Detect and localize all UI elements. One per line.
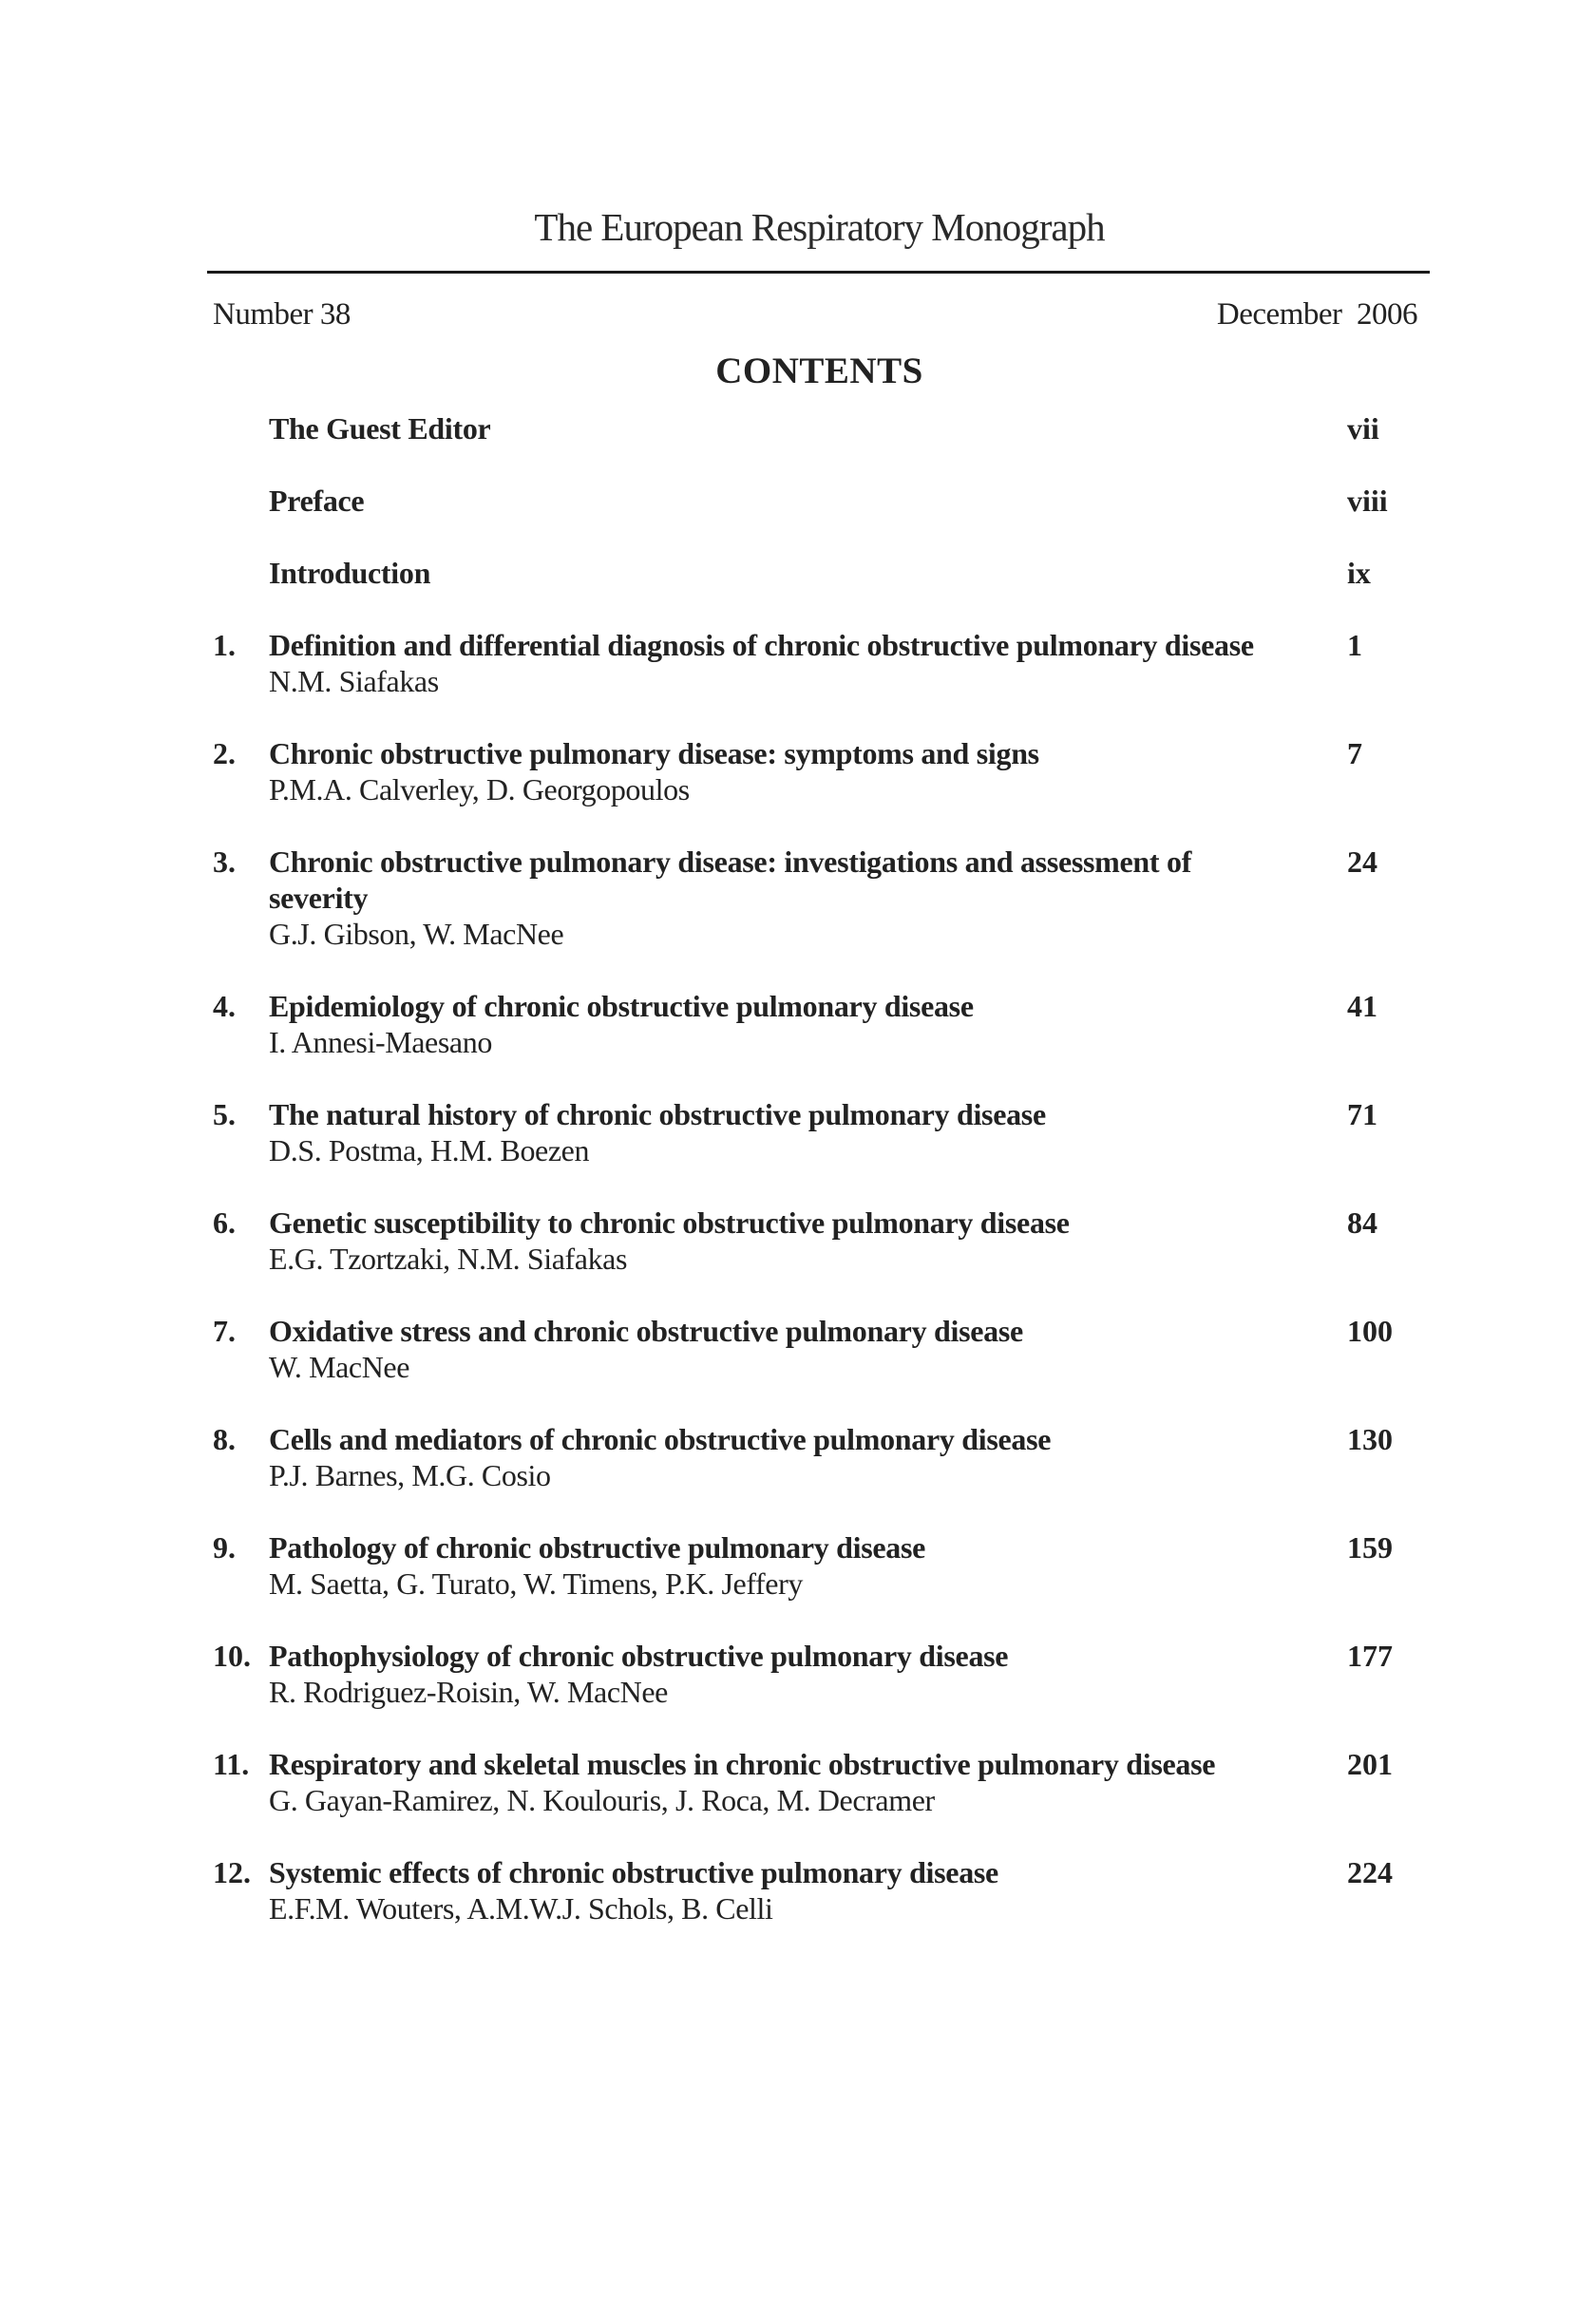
toc-chapter-title: Pathophysiology of chronic obstructive pulmonary disease <box>269 1639 1009 1673</box>
toc-chapter-entry[interactable] <box>0 1205 1596 1277</box>
toc-chapter-page: 71 <box>1347 1097 1378 1131</box>
toc-chapter-number: 12. <box>213 1855 251 1889</box>
toc-chapter-title: Respiratory and skeletal muscles in chronic obstructive pulmonary disease <box>269 1747 1216 1781</box>
toc-chapter-title: Oxidative stress and chronic obstructive pulmonary disease <box>269 1314 1023 1348</box>
toc-entry-title: Preface <box>269 484 365 518</box>
toc-chapter-authors: M. Saetta, G. Turato, W. Timens, P.K. Jeffery <box>269 1566 803 1601</box>
toc-chapter-page: 24 <box>1347 844 1378 879</box>
toc-chapter-number: 1. <box>213 628 236 662</box>
table-of-contents <box>0 410 1596 1963</box>
issue-date: December 2006 <box>1216 297 1417 332</box>
toc-entry-page: vii <box>1347 411 1379 446</box>
toc-entry-title: The Guest Editor <box>269 411 491 446</box>
header-rule <box>207 271 1430 274</box>
toc-chapter-number: 11. <box>213 1747 250 1781</box>
toc-chapter-authors: G.J. Gibson, W. MacNee <box>269 917 564 951</box>
toc-chapter-entry[interactable] <box>0 735 1596 807</box>
contents-heading: CONTENTS <box>715 351 923 391</box>
toc-chapter-page: 100 <box>1347 1314 1393 1348</box>
toc-chapter-authors: P.J. Barnes, M.G. Cosio <box>269 1458 551 1492</box>
chapter-list <box>0 627 1596 1926</box>
toc-chapter-title: Chronic obstructive pulmonary disease: symptoms and signs <box>269 736 1039 770</box>
toc-front-item-preface[interactable] <box>0 483 1596 555</box>
toc-chapter-page: 177 <box>1347 1639 1393 1673</box>
toc-chapter-page: 84 <box>1347 1205 1378 1240</box>
toc-chapter-number: 8. <box>213 1422 236 1456</box>
toc-chapter-title: Systemic effects of chronic obstructive pulmonary disease <box>269 1855 998 1889</box>
toc-chapter-title: Genetic susceptibility to chronic obstructive pulmonary disease <box>269 1205 1070 1240</box>
toc-chapter-number: 6. <box>213 1205 236 1240</box>
toc-chapter-page: 1 <box>1347 628 1362 662</box>
toc-chapter-number: 2. <box>213 736 236 770</box>
toc-chapter-entry[interactable] <box>0 1638 1596 1710</box>
toc-chapter-authors: W. MacNee <box>269 1350 410 1384</box>
toc-chapter-page: 201 <box>1347 1747 1393 1781</box>
toc-chapter-authors: E.G. Tzortzaki, N.M. Siafakas <box>269 1242 628 1276</box>
toc-chapter-number: 7. <box>213 1314 236 1348</box>
toc-chapter-entry[interactable] <box>0 1313 1596 1385</box>
toc-chapter-number: 4. <box>213 989 236 1023</box>
toc-chapter-entry[interactable] <box>0 1854 1596 1926</box>
toc-chapter-page: 7 <box>1347 736 1362 770</box>
toc-chapter-authors: R. Rodriguez-Roisin, W. MacNee <box>269 1675 668 1709</box>
toc-chapter-entry[interactable] <box>0 844 1596 952</box>
toc-chapter-entry[interactable] <box>0 988 1596 1060</box>
toc-chapter-number: 10. <box>213 1639 251 1673</box>
toc-entry-page: viii <box>1347 484 1388 518</box>
toc-chapter-title: Cells and mediators of chronic obstructive pulmonary disease <box>269 1422 1052 1456</box>
toc-chapter-page: 224 <box>1347 1855 1393 1889</box>
toc-entry-title: Introduction <box>269 556 431 590</box>
toc-chapter-title: Definition and differential diagnosis of chronic obstructive pulmonary disease <box>269 628 1254 662</box>
toc-chapter-title: The natural history of chronic obstructive pulmonary disease <box>269 1097 1046 1131</box>
toc-chapter-entry[interactable] <box>0 1529 1596 1602</box>
toc-chapter-entry[interactable] <box>0 627 1596 699</box>
toc-chapter-authors: E.F.M. Wouters, A.M.W.J. Schols, B. Celli <box>269 1891 773 1926</box>
toc-chapter-authors: I. Annesi-Maesano <box>269 1025 492 1059</box>
toc-chapter-number: 3. <box>213 844 236 879</box>
toc-chapter-authors: G. Gayan-Ramirez, N. Koulouris, J. Roca, M. Decramer <box>269 1783 935 1817</box>
toc-front-item-guest-editor[interactable] <box>0 410 1596 483</box>
toc-chapter-page: 41 <box>1347 989 1378 1023</box>
toc-chapter-number: 9. <box>213 1530 236 1565</box>
toc-chapter-authors: P.M.A. Calverley, D. Georgopoulos <box>269 772 690 806</box>
toc-chapter-entry[interactable] <box>0 1421 1596 1493</box>
toc-chapter-entry[interactable] <box>0 1096 1596 1168</box>
journal-title: The European Respiratory Monograph <box>534 205 1105 249</box>
toc-chapter-title: Pathology of chronic obstructive pulmonary disease <box>269 1530 926 1565</box>
issue-number: Number 38 <box>213 297 351 332</box>
toc-chapter-entry[interactable] <box>0 1746 1596 1818</box>
toc-chapter-number: 5. <box>213 1097 236 1131</box>
toc-chapter-authors: N.M. Siafakas <box>269 664 439 698</box>
toc-chapter-authors: D.S. Postma, H.M. Boezen <box>269 1133 590 1167</box>
toc-chapter-title: Epidemiology of chronic obstructive pulmonary disease <box>269 989 974 1023</box>
toc-front-item-introduction[interactable] <box>0 555 1596 627</box>
toc-entry-page: ix <box>1347 556 1371 590</box>
toc-chapter-title: Chronic obstructive pulmonary disease: investigations and assessment of severity <box>269 844 1192 915</box>
toc-chapter-page: 159 <box>1347 1530 1393 1565</box>
toc-chapter-page: 130 <box>1347 1422 1393 1456</box>
